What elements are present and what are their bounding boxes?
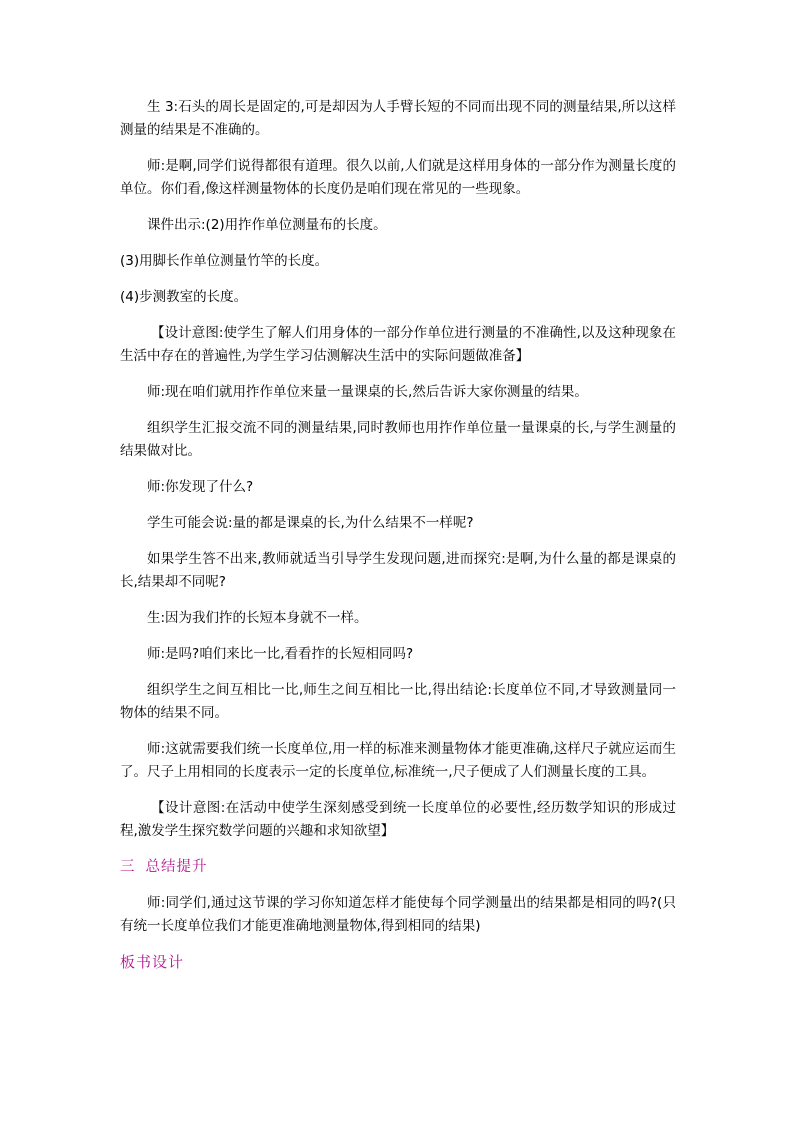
design-intent-1: 【设计意图:使学生了解人们用身体的一部分作单位进行测量的不准确性,以及这种现象在生活中存在的普遍性,为学生学习估测解决生活中的实际问题做准备】 — [120, 325, 676, 364]
section-number: 三 — [120, 859, 136, 875]
paragraph-courseware-3: (3)用脚长作单位测量竹竿的长度。 — [120, 253, 329, 269]
paragraph-guide: 如果学生答不出来,教师就适当引导学生发现问题,进而探究:是啊,为什么量的都是课桌的长,结果却不同呢? — [120, 551, 676, 590]
paragraph-closing: 师:同学们,通过这节课的学习你知道怎样才能使每个同学测量出的结果都是相同的吗?(只有统一长度单位我们才能更准确地测量物体,得到相同的结果) — [120, 895, 676, 934]
paragraph-courseware-4: (4)步测教室的长度。 — [120, 289, 248, 305]
design-intent-2: 【设计意图:在活动中使学生深刻感受到统一长度单位的必要性,经历数学知识的形成过程,激发学生探究数学问题的兴趣和求知欲望】 — [120, 800, 676, 839]
document-body — [120, 96, 676, 987]
section-heading-summary — [120, 856, 676, 878]
paragraph-teacher-units: 师:是啊,同学们说得都很有道理。很久以前,人们就是这样用身体的一部分作为测量长度的单位。你们看,像这样测量物体的长度仍是咱们现在常见的一些现象。 — [120, 158, 676, 197]
paragraph-teacher-compare: 师:是吗?咱们来比一比,看看拃的长短相同吗? — [147, 646, 414, 662]
paragraph-conclusion: 组织学生之间互相比一比,师生之间互相比一比,得出结论:长度单位不同,才导致测量同一物体的结果不同。 — [120, 682, 676, 721]
paragraph-ruler: 师:这就需要我们统一长度单位,用一样的标准来测量物体才能更准确,这样尺子就应运而生了。尺子上用相同的长度表示一定的长度单位,标准统一,尺子便成了人们测量长度的工具。 — [120, 741, 676, 780]
paragraph-student3: 生 3:石头的周长是固定的,可是却因为人手臂长短的不同而出现不同的测量结果,所以这样测量的结果是不准确的。 — [120, 99, 676, 138]
board-design-heading: 板书设计 — [120, 953, 185, 971]
paragraph-student-may-say: 学生可能会说:量的都是课桌的长,为什么结果不一样呢? — [147, 515, 474, 531]
paragraph-courseware-2: 课件出示:(2)用拃作单位测量布的长度。 — [147, 217, 387, 233]
paragraph-organize-report: 组织学生汇报交流不同的测量结果,同时教师也用拃作单位量一量课桌的长,与学生测量的结果做对比。 — [120, 420, 676, 459]
section-title: 总结提升 — [145, 859, 208, 875]
paragraph-student-answer: 生:因为我们拃的长短本身就不一样。 — [147, 610, 368, 626]
paragraph-teacher-measure-desk: 师:现在咱们就用拃作单位来量一量课桌的长,然后告诉大家你测量的结果。 — [147, 384, 588, 400]
paragraph-teacher-question: 师:你发现了什么? — [147, 479, 254, 495]
